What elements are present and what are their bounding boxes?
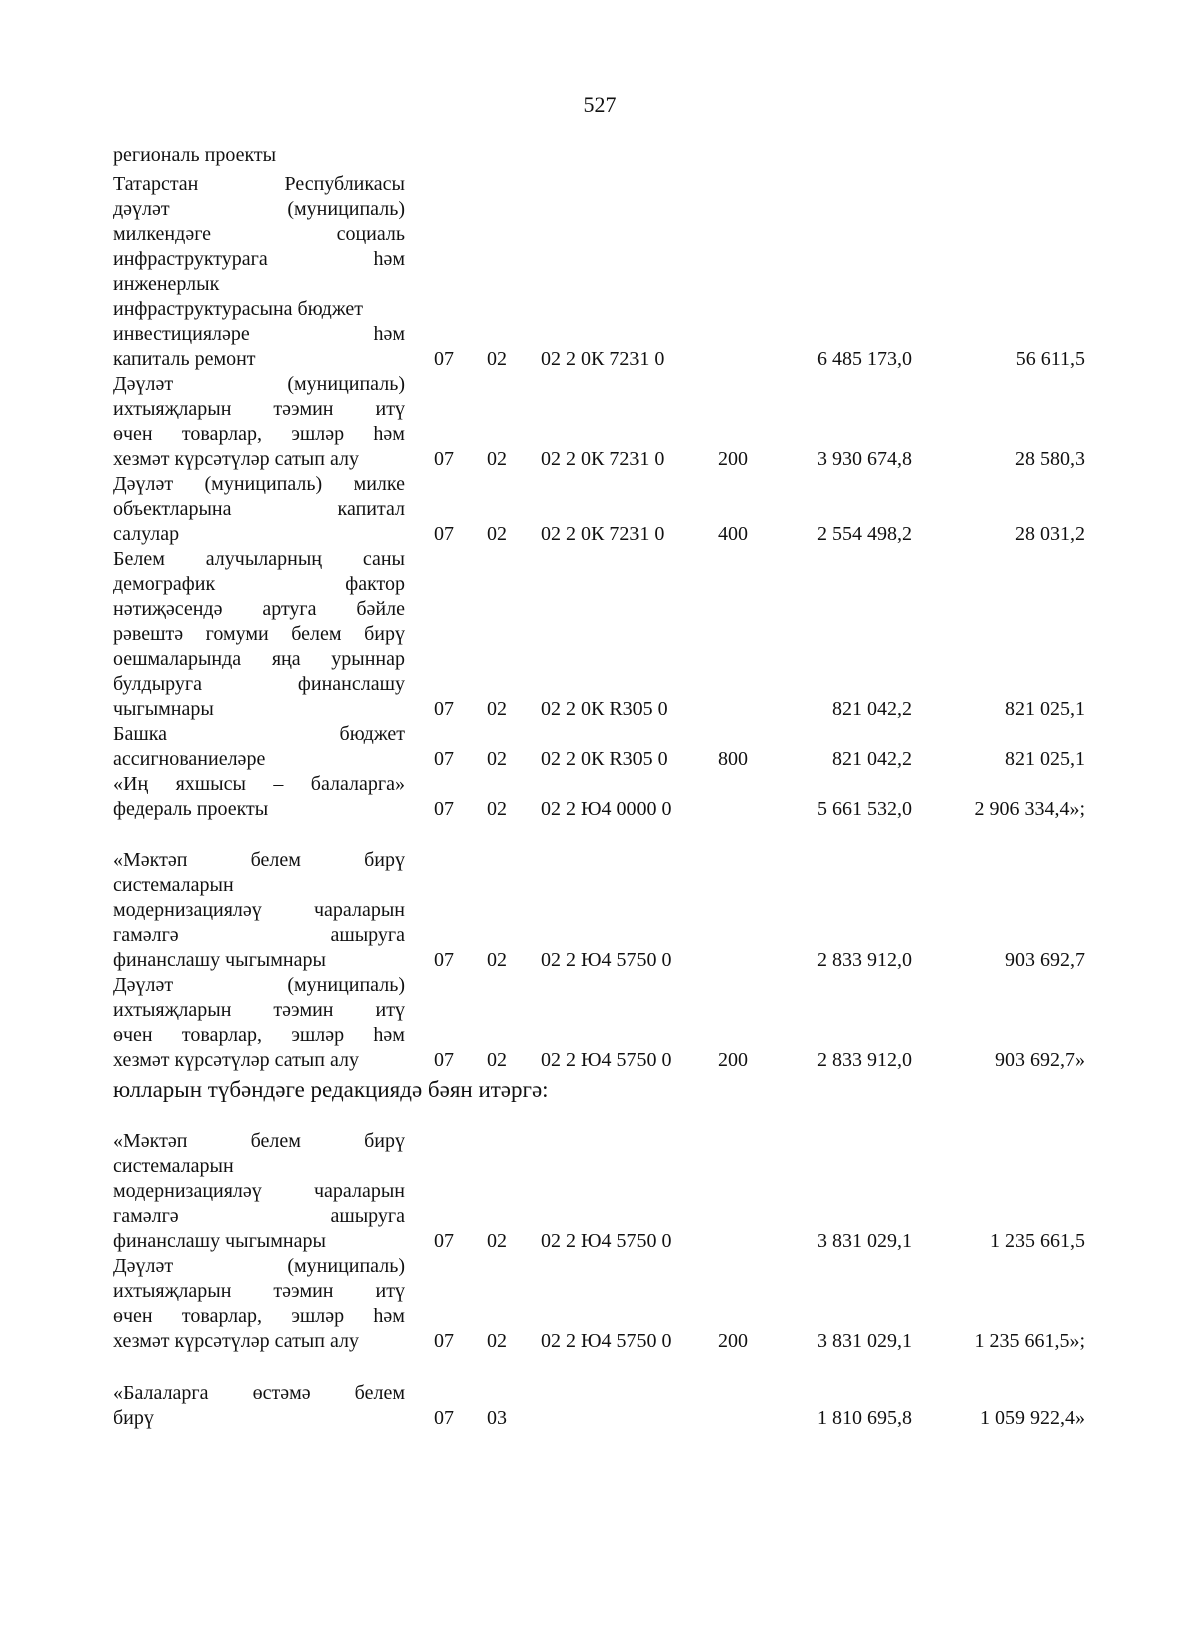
subsection-code: 02 [487,698,507,720]
section-code: 07 [434,748,454,770]
description-word: итү [375,398,405,420]
description-line [113,497,405,522]
amount-federal: 28 580,3 [1015,448,1085,470]
page-number: 527 [583,92,617,117]
description-word: товарлар, [181,423,263,445]
amount-federal: 56 611,5 [1015,348,1085,370]
expense-type-code: 200 [718,448,748,470]
target-item-code: 02 2 0К R305 0 [541,698,668,720]
description-word: бюджет [339,723,405,745]
description-line [113,247,405,272]
amount-total: 5 661 532,0 [817,798,912,820]
table-row [0,372,1200,472]
description-word: ашыруга [330,924,405,946]
description-word: өчен [113,423,153,445]
subsection-code: 02 [487,1330,507,1352]
description-line [113,272,405,297]
description-word: (муниципаль) [287,198,405,220]
amount-federal: 821 025,1 [1005,698,1085,720]
description-word: белем [291,623,342,645]
amount-federal: 903 692,7 [1005,949,1085,971]
target-item-code: 02 2 0К R305 0 [541,748,668,770]
description-word: объектларына [113,498,232,520]
description-word: һәм [373,248,405,270]
description-word: Башка [113,723,168,745]
description-word: инфраструктурага [113,248,268,270]
row-description [113,848,405,973]
description-word: өстәмә [252,1382,311,1404]
section-code: 07 [434,1230,454,1252]
subsection-code: 02 [487,798,507,820]
description-line [113,998,405,1023]
description-line [113,697,405,722]
description-word: бирү [364,1130,405,1152]
description-line [113,422,405,447]
amount-federal: 1 235 661,5»; [974,1330,1085,1352]
description-word: бирү [364,849,405,871]
amount-total: 6 485 173,0 [817,348,912,370]
description-word: капитал [337,498,405,520]
amount-total: 2 554 498,2 [817,523,912,545]
subsection-code: 02 [487,1230,507,1252]
description-word: Дәүләт [113,974,174,996]
description-line [113,1406,405,1431]
description-word: дәүләт [113,198,170,220]
description-word: тәэмин [273,1280,334,1302]
description-word: чыгымнары [113,698,214,720]
amount-total: 3 831 029,1 [817,1230,912,1252]
section-code: 07 [434,798,454,820]
description-word: һәм [373,423,405,445]
description-word: белем [250,849,301,871]
description-line [113,647,405,672]
amount-federal: 28 031,2 [1015,523,1085,545]
table-row [0,722,1200,772]
description-word: урыннар [331,648,405,670]
description-word: «Иң [113,773,149,795]
description-word: бирү [113,1407,154,1429]
row-description [113,547,405,722]
description-word: балаларга» [310,773,405,795]
row-description [113,372,405,472]
amount-federal: 903 692,7» [995,1049,1085,1071]
description-word: хезмәт күрсәтүләр сатып алу [113,1049,359,1071]
description-word: алучыларның [205,548,322,570]
description-line [113,1179,405,1204]
description-line [113,347,405,372]
subsection-code: 02 [487,949,507,971]
description-line [113,472,405,497]
amount-total: 2 833 912,0 [817,949,912,971]
description-word: Дәүләт [113,1255,174,1277]
subsection-code: 02 [487,1049,507,1071]
target-item-code: 02 2 Ю4 5750 0 [541,1049,672,1071]
description-word: милкендәге [113,223,212,245]
description-line [113,923,405,948]
table-row [0,472,1200,547]
description-line [113,222,405,247]
description-word: өчен [113,1024,153,1046]
description-word: (муниципаль) [204,473,323,495]
table-row [0,172,1200,372]
description-word: товарлар, [181,1305,263,1327]
description-word: финанслашу чыгымнары [113,949,326,971]
description-line [113,1023,405,1048]
target-item-code: 02 2 Ю4 5750 0 [541,949,672,971]
subsection-code: 02 [487,523,507,545]
section-code: 07 [434,1049,454,1071]
description-line [113,873,405,898]
description-word: ашыруга [330,1205,405,1227]
description-word: Белем [113,548,165,570]
description-line [113,1154,405,1179]
description-word: фактор [345,573,405,595]
description-word: булдыруга [113,673,202,695]
description-line [113,622,405,647]
description-line [113,172,405,197]
description-word: системаларын [113,874,234,896]
expense-type-code: 200 [718,1330,748,1352]
description-word: хезмәт күрсәтүләр сатып алу [113,1330,359,1352]
description-line [113,1229,405,1254]
description-line [113,1204,405,1229]
subsection-code: 03 [487,1407,507,1429]
description-word: демографик [113,573,216,595]
description-word: инвестицияләре [113,323,250,345]
expense-type-code: 800 [718,748,748,770]
description-word: ихтыяҗларын [113,1280,232,1302]
row-description [113,772,405,822]
description-line [113,397,405,422]
section-code: 07 [434,698,454,720]
description-word: салулар [113,523,180,545]
description-word: социаль [336,223,405,245]
description-word: чараларын [314,1180,405,1202]
table-row [0,1129,1200,1254]
description-word: бирү [364,623,405,645]
description-word: ихтыяҗларын [113,398,232,420]
description-line [113,973,405,998]
description-word: тәэмин [273,398,334,420]
subsection-code: 02 [487,448,507,470]
expense-type-code: 400 [718,523,748,545]
description-word: ихтыяҗларын [113,999,232,1021]
description-word: белем [354,1382,405,1404]
description-word: чараларын [314,899,405,921]
description-line [113,1129,405,1154]
description-word: финанслашу [297,673,405,695]
table-row [0,1381,1200,1431]
section-code: 07 [434,1330,454,1352]
description-line [113,797,405,822]
table-row [0,848,1200,973]
row-description [113,722,405,772]
description-word: Республикасы [284,173,405,195]
description-word: ассигнованиеләре [113,748,266,770]
description-word: саны [362,548,405,570]
description-word: Дәүләт [113,373,174,395]
description-line [113,1304,405,1329]
description-word: итү [375,999,405,1021]
description-line [113,848,405,873]
description-line [113,1048,405,1073]
description-word: «Мәктәп [113,1130,188,1152]
amount-total: 821 042,2 [832,748,912,770]
description-line [113,572,405,597]
description-line [113,522,405,547]
description-word: модернизацияләү [113,1180,262,1202]
amount-total: 1 810 695,8 [817,1407,912,1429]
description-word: эшләр [291,1305,345,1327]
description-line [113,722,405,747]
amount-total: 2 833 912,0 [817,1049,912,1071]
description-word: инженерлык [113,273,220,295]
description-word: эшләр [291,1024,345,1046]
amount-total: 3 831 029,1 [817,1330,912,1352]
description-word: (муниципаль) [287,1255,405,1277]
description-word: Татарстан [113,173,199,195]
table-row [0,973,1200,1073]
row-description [113,973,405,1073]
target-item-code: 02 2 Ю4 0000 0 [541,798,672,820]
description-line [113,1254,405,1279]
description-line [113,197,405,222]
description-word: нәтиҗәсендә [113,598,223,620]
amount-federal: 2 906 334,4»; [974,798,1085,820]
description-word: өчен [113,1305,153,1327]
description-word: инфраструктурасына бюджет [113,298,363,320]
table-row [0,772,1200,822]
target-item-code: 02 2 0К 7231 0 [541,448,665,470]
description-line [113,597,405,622]
description-line [113,772,405,797]
section-code: 07 [434,348,454,370]
editorial-note: юлларын түбәндәге редакциядә бәян итәргә: [113,1077,549,1102]
table-row [0,547,1200,722]
row-description [113,1381,405,1431]
target-item-code: 02 2 0К 7231 0 [541,348,665,370]
row-description [113,172,405,372]
row-description [113,1129,405,1254]
description-word: гамәлгә [113,924,179,946]
description-word: һәм [373,1305,405,1327]
amount-federal: 821 025,1 [1005,748,1085,770]
continuation-line: региональ проекты [113,144,277,166]
amount-total: 821 042,2 [832,698,912,720]
description-word: капиталь ремонт [113,348,256,370]
description-word: товарлар, [181,1024,263,1046]
description-line [113,898,405,923]
description-line [113,747,405,772]
expense-type-code: 200 [718,1049,748,1071]
description-word: гамәлгә [113,1205,179,1227]
description-word: системаларын [113,1155,234,1177]
description-line [113,322,405,347]
table-row [0,1254,1200,1354]
row-description [113,1254,405,1354]
description-word: бәйле [356,598,405,620]
description-line [113,1329,405,1354]
description-line [113,447,405,472]
section-code: 07 [434,448,454,470]
section-code: 07 [434,523,454,545]
description-word: милке [353,473,405,495]
target-item-code: 02 2 Ю4 5750 0 [541,1230,672,1252]
amount-federal: 1 059 922,4» [980,1407,1085,1429]
description-word: гомуми [205,623,269,645]
description-word: «Балаларга [113,1382,209,1404]
row-description [113,472,405,547]
amount-federal: 1 235 661,5 [990,1230,1085,1252]
description-line [113,948,405,973]
description-line [113,547,405,572]
section-code: 07 [434,949,454,971]
description-word: һәм [373,323,405,345]
description-word: федераль проекты [113,798,269,820]
description-word: (муниципаль) [287,373,405,395]
description-word: хезмәт күрсәтүләр сатып алу [113,448,359,470]
description-word: рәвештә [113,623,184,645]
section-code: 07 [434,1407,454,1429]
description-word: оешмаларында [113,648,242,670]
description-word: тәэмин [273,999,334,1021]
description-word: Дәүләт [113,473,174,495]
description-word: – [273,773,284,795]
description-word: (муниципаль) [287,974,405,996]
description-word: эшләр [291,423,345,445]
target-item-code: 02 2 Ю4 5750 0 [541,1330,672,1352]
description-word: «Мәктәп [113,849,188,871]
description-line [113,1279,405,1304]
description-line [113,672,405,697]
description-line [113,372,405,397]
description-line [113,297,405,322]
description-word: артуга [262,598,317,620]
description-word: финанслашу чыгымнары [113,1230,326,1252]
description-line [113,1381,405,1406]
description-word: яхшысы [175,773,246,795]
subsection-code: 02 [487,348,507,370]
description-word: модернизацияләү [113,899,262,921]
description-word: яңа [271,648,301,670]
subsection-code: 02 [487,748,507,770]
target-item-code: 02 2 0К 7231 0 [541,523,665,545]
description-word: итү [375,1280,405,1302]
amount-total: 3 930 674,8 [817,448,912,470]
description-word: белем [250,1130,301,1152]
description-word: һәм [373,1024,405,1046]
